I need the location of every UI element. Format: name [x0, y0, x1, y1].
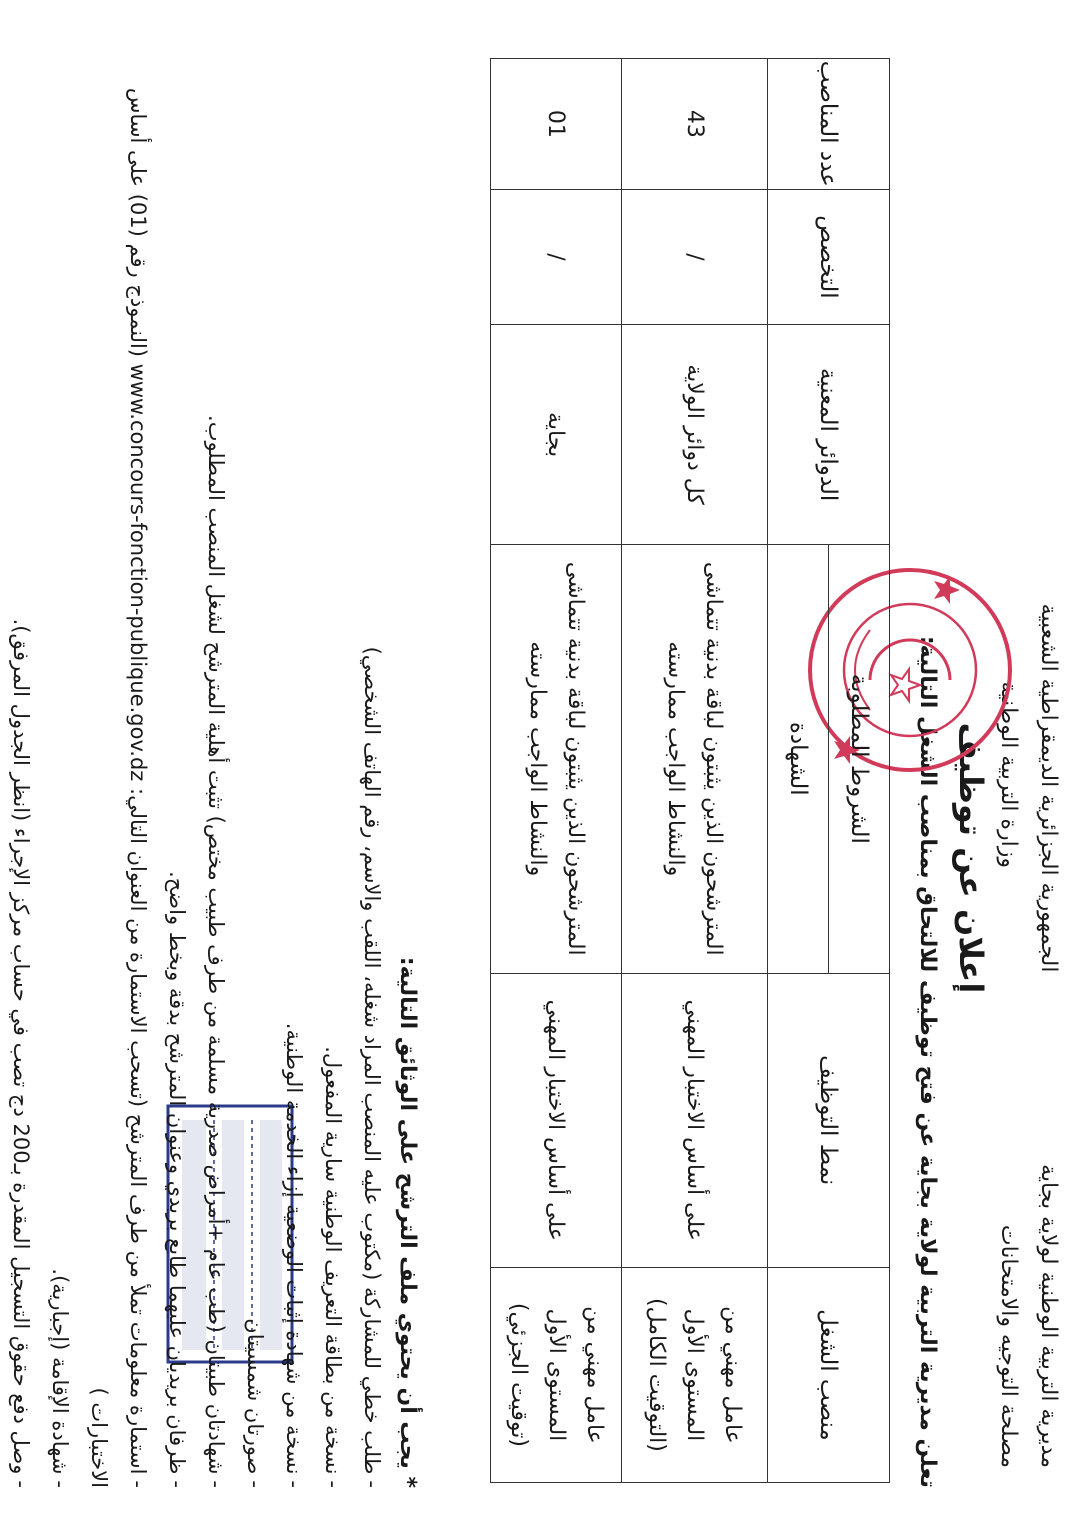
- post-line: المستوى الأول (توقيت الجزئي): [506, 1302, 569, 1447]
- post-line: عامل مهني من: [720, 1306, 746, 1444]
- documents-list: [1, 48, 391, 1488]
- header-mode: نمط التوظيف: [768, 973, 890, 1267]
- header-diploma: الشهادة: [768, 545, 829, 974]
- count-cell: 43: [622, 59, 768, 190]
- list-item: -استمارة معلومات تملأ من طرف المترشح (تسحب الاستمارة من العنوان التالي: www.concours-fonction-publique.gov.dz (النموذج رقم (01) على أساس الاختبارات ): [87, 87, 150, 1488]
- diploma-cell: [622, 545, 768, 974]
- header-post: منصب الشغل: [768, 1267, 890, 1482]
- ministry-line: وزارة التربية الوطنية: [996, 681, 1021, 868]
- directorate-line-1: مديرية التربية الوطنية لولاية بجاية: [1036, 1164, 1061, 1468]
- diploma-line: والنشاط الواجب ممارسته: [525, 641, 550, 877]
- required-documents: [1, 48, 420, 1488]
- mode-cell: على أساس الاختبار المهني: [491, 973, 622, 1267]
- post-cell: [491, 1267, 622, 1482]
- intro-text: تعلن مديرية التربية لولاية بجاية عن فتح توظيف للالتحاق بمناصب الشغل التالية:: [915, 635, 940, 1488]
- post-line: المستوى الأول: [682, 1308, 708, 1442]
- header-districts: الدوائر المعنية: [768, 325, 890, 545]
- positions-table: [490, 58, 890, 1483]
- list-item: -شهادة الإقامة (إجبارية).: [48, 1268, 72, 1488]
- post-line: (التوقيت الكامل): [644, 1298, 670, 1452]
- header-count: عدد المناصب: [768, 59, 890, 190]
- list-item: -طلب خطي للمشاركة (مكتوب عليه المنصب المراد شغله، اللقب والاسم، رقم الهاتف الشخصي): [360, 646, 384, 1488]
- diploma-cell: [491, 545, 622, 974]
- list-item: -نسخة من شهادة إثبات الوضعية إزاء الخدمة الوطنية.: [282, 1022, 306, 1488]
- list-item: -وصل دفع حقوق التسجيل المقدرة بـ200 دج تصب في حساب مركز الإجراء (انظر الجدول المرفق).: [9, 618, 33, 1488]
- list-item: -صورتان شمسيتان: [243, 1318, 267, 1488]
- mode-cell: على أساس الاختبار المهني: [622, 973, 768, 1267]
- list-item: -ظرفان بريديان عليهما طابع بريدي وعنوان المترشح بدقة وبخط واضح.: [165, 871, 189, 1488]
- specialty-cell: /: [622, 189, 768, 325]
- districts-cell: بجاية: [491, 325, 622, 545]
- list-item: -نسخة من بطاقة التعريف الوطنية سارية المفعول.: [321, 1046, 345, 1488]
- count-cell: 01: [491, 59, 622, 190]
- diploma-line: المترشحون الذين يثبتون لباقة بدنية تتماشى: [563, 561, 588, 956]
- documents-heading: * يجب أن يحتوي ملف الترشح على الوثائق التالية:: [395, 956, 420, 1488]
- table-row: [491, 59, 622, 1483]
- post-line: عامل مهني من: [582, 1306, 607, 1444]
- diploma-line: المترشحون الذين يثبتون لباقة بدنية تتماشى: [701, 561, 727, 956]
- header-conditions: الشروط المطلوبة: [829, 545, 890, 974]
- list-item: -شهادتان طبيتان (طب عام +أمراض صدرية مسلمة من طرف طبيب مختص) تثبت أهلية المترشح لشغل المنصب المطلوب.: [204, 415, 228, 1488]
- post-cell: [622, 1267, 768, 1482]
- specialty-cell: /: [491, 189, 622, 325]
- document-title: إعلان عن توظيف: [952, 722, 990, 994]
- diploma-line: والنشاط الواجب ممارسته: [663, 641, 689, 877]
- header-specialty: التخصص: [768, 189, 890, 325]
- directorate-line-2: مصلحة التوجيه والامتحانات: [996, 1224, 1021, 1468]
- republic-line: الجمهورية الجزائرية الديمقراطية الشعبية: [1036, 603, 1061, 973]
- table-row: [622, 59, 768, 1483]
- districts-cell: كل دوائر الولاية: [622, 325, 768, 545]
